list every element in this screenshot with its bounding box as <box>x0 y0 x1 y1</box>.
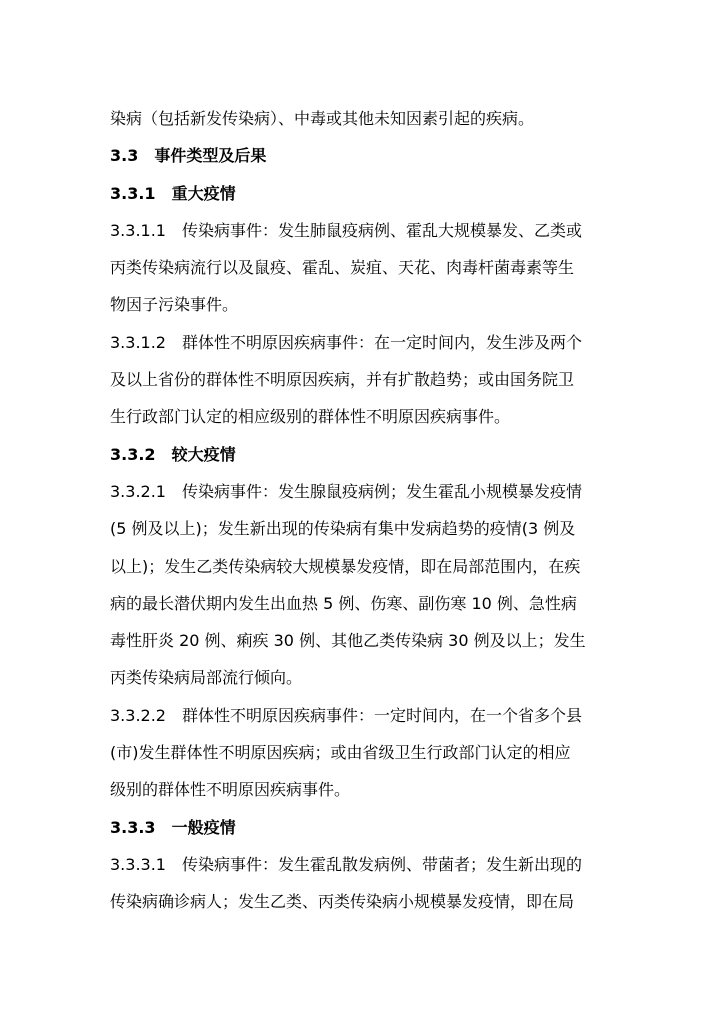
section-number: 3.3.2 <box>110 444 156 464</box>
numbered-item-line <box>110 846 616 883</box>
section-title: 重大疫情 <box>171 183 236 203</box>
paragraph-line: (5 例及以上)；发生新出现的传染病有集中发病趋势的疫情(3 例及 <box>110 519 576 539</box>
section-heading <box>110 436 616 473</box>
section-number: 3.3.3 <box>110 817 156 837</box>
item-text: 群体性不明原因疾病事件：一定时间内，在一个省多个县 <box>181 705 582 725</box>
paragraph-line: 物因子污染事件。 <box>110 295 239 315</box>
item-number: 3.3.1.1 <box>110 220 166 240</box>
item-text: 群体性不明原因疾病事件：在一定时间内，发生涉及两个 <box>181 332 582 352</box>
numbered-item-line <box>110 697 616 734</box>
document-page <box>110 100 616 921</box>
paragraph-line: 生行政部门认定的相应级别的群体性不明原因疾病事件。 <box>110 407 511 427</box>
paragraph-line: 染病（包括新发传染病）、中毒或其他未知因素引起的疾病。 <box>110 109 535 128</box>
item-number: 3.3.2.2 <box>110 705 166 725</box>
item-number: 3.3.2.1 <box>110 481 166 501</box>
item-number: 3.3.3.1 <box>110 854 166 874</box>
paragraph-line: (市)发生群体性不明原因疾病；或由省级卫生行政部门认定的相应 <box>110 743 571 763</box>
section-heading <box>110 137 616 174</box>
item-text: 传染病事件：发生肺鼠疫病例、霍乱大规模暴发、乙类或 <box>181 220 582 240</box>
item-number: 3.3.1.2 <box>110 332 166 352</box>
numbered-item-line <box>110 324 616 361</box>
section-title: 事件类型及后果 <box>154 146 267 166</box>
paragraph-line: 及以上省份的群体性不明原因疾病，并有扩散趋势；或由国务院卫 <box>110 370 575 390</box>
section-heading <box>110 809 616 846</box>
paragraph-line: 病的最长潜伏期内发生出血热 5 例、伤寒、副伤寒 10 例、急性病 <box>110 593 577 613</box>
paragraph-line: 毒性肝炎 20 例、痢疾 30 例、其他乙类传染病 30 例及以上；发生 <box>110 631 586 651</box>
section-title: 一般疫情 <box>171 817 236 837</box>
section-title: 较大疫情 <box>171 444 236 464</box>
item-text: 传染病事件：发生霍乱散发病例、带菌者；发生新出现的 <box>181 854 582 874</box>
numbered-item-line <box>110 473 616 510</box>
numbered-item-line <box>110 212 616 249</box>
item-text: 传染病事件：发生腺鼠疫病例；发生霍乱小规模暴发疫情 <box>181 481 582 501</box>
paragraph-line: 丙类传染病流行以及鼠疫、霍乱、炭疽、天花、肉毒杆菌毒素等生 <box>110 258 575 278</box>
paragraph-line: 丙类传染病局部流行倾向。 <box>110 668 303 688</box>
paragraph-line: 级别的群体性不明原因疾病事件。 <box>110 780 351 800</box>
section-number: 3.3.1 <box>110 183 156 203</box>
section-heading <box>110 175 616 212</box>
paragraph-line: 传染病确诊病人；发生乙类、丙类传染病小规模暴发疫情，即在局 <box>110 892 575 912</box>
paragraph-line: 以上)；发生乙类传染病较大规模暴发疫情，即在局部范围内，在疾 <box>110 556 581 576</box>
section-number: 3.3 <box>110 146 139 166</box>
